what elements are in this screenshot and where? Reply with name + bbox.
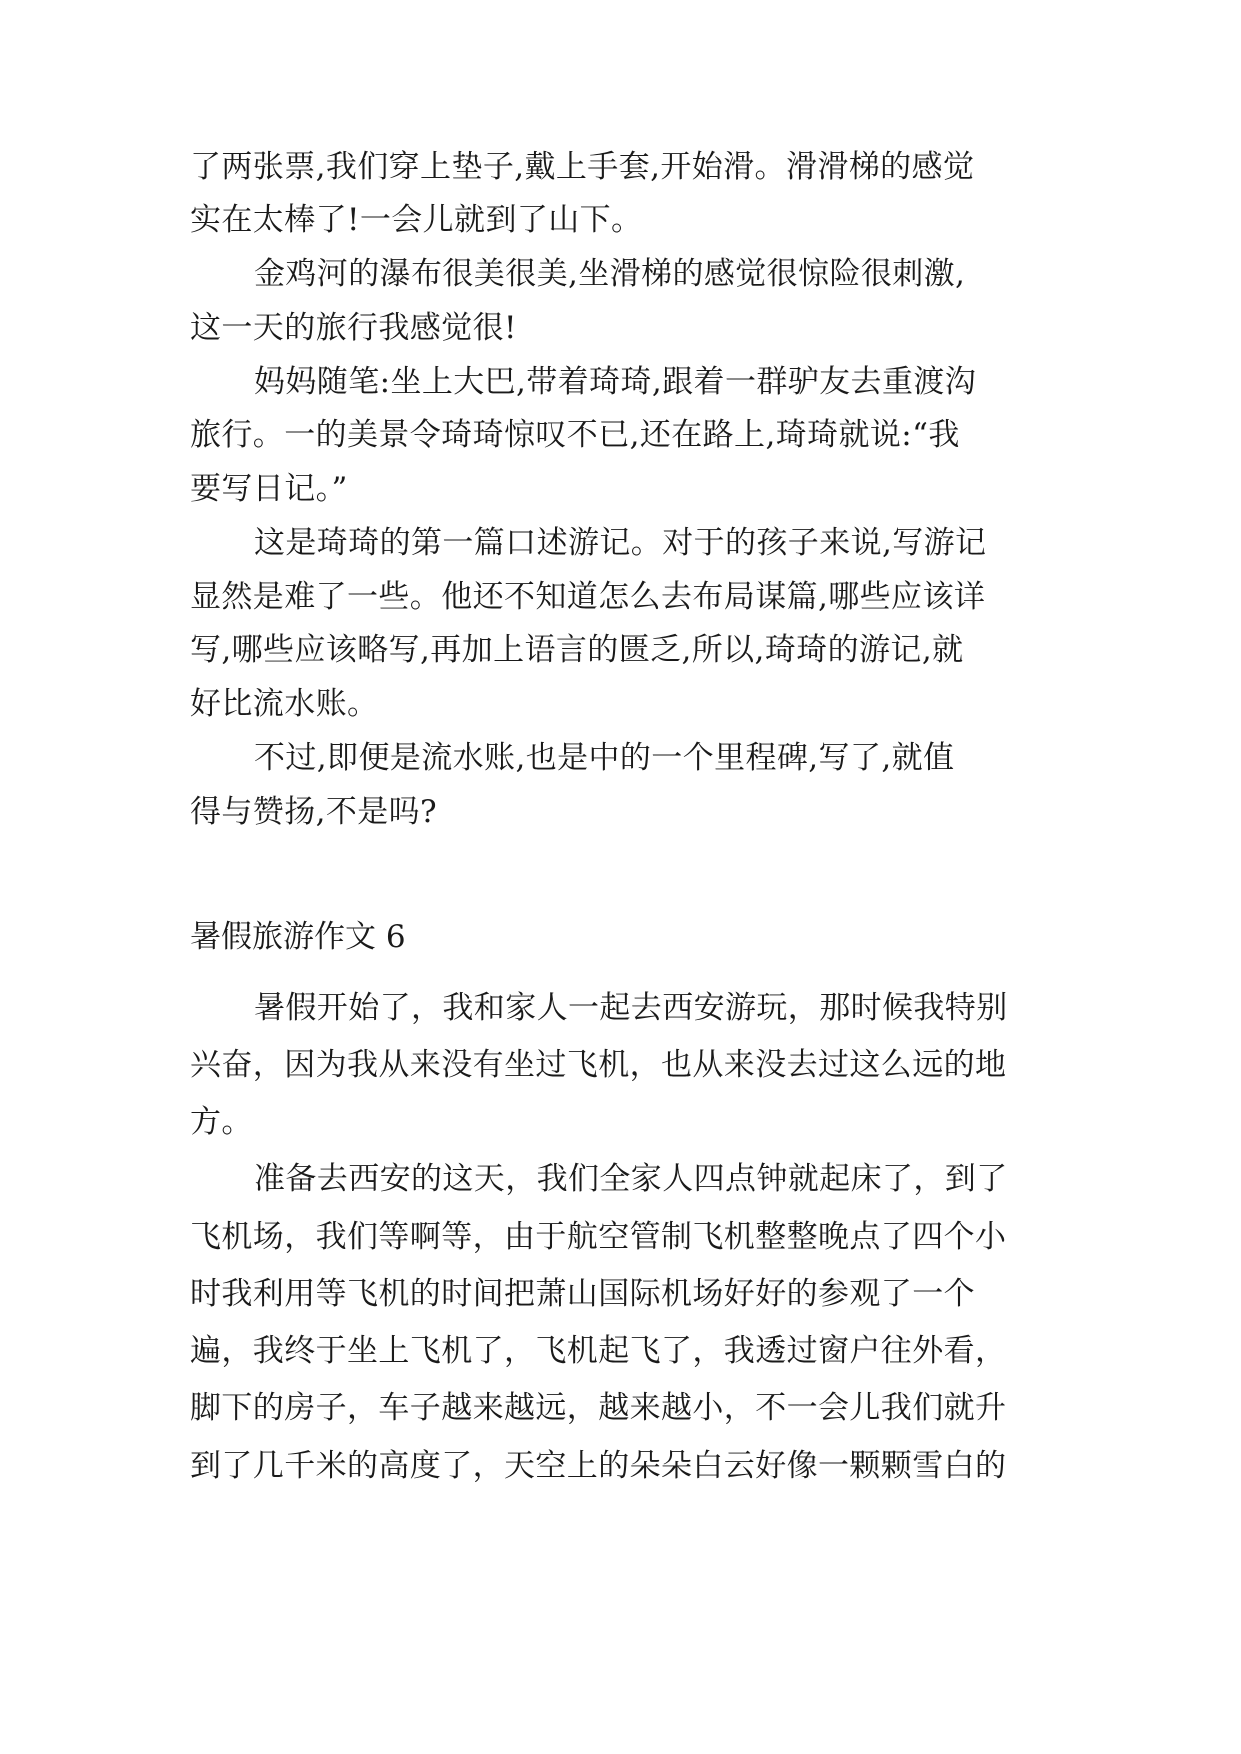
text-line: 实在太棒了!一会儿就到了山下。 [190,202,643,238]
text-line: 旅行。一的美景令琦琦惊叹不已,还在路上,琦琦就说:“我 [190,417,960,453]
text-line: 这是琦琦的第一篇口述游记。对于的孩子来说,写游记 [254,525,987,561]
text-line: 方。 [190,1104,253,1140]
text-line: 到了几千米的高度了，天空上的朵朵白云好像一颗颗雪白的 [190,1448,1007,1484]
text-line: 兴奋，因为我从来没有坐过飞机，也从来没去过这么远的地 [190,1047,1007,1083]
text-line: 遍，我终于坐上飞机了，飞机起飞了，我透过窗户往外看， [190,1333,1007,1369]
text-line: 妈妈随笔:坐上大巴,带着琦琦,跟着一群驴友去重渡沟 [254,364,977,400]
text-line: 得与赞扬,不是吗? [190,794,438,830]
text-line: 飞机场，我们等啊等，由于航空管制飞机整整晚点了四个小 [190,1219,1007,1255]
text-line: 脚下的房子，车子越来越远，越来越小，不一会儿我们就升 [190,1390,1007,1426]
text-line: 了两张票,我们穿上垫子,戴上手套,开始滑。滑滑梯的感觉 [190,149,975,185]
essay-title: 暑假旅游作文 6 [190,919,406,955]
text-line: 暑假开始了，我和家人一起去西安游玩，那时候我特别 [254,990,1008,1026]
text-line: 这一天的旅行我感觉很! [190,310,517,346]
text-line: 写,哪些应该略写,再加上语言的匮乏,所以,琦琦的游记,就 [190,632,964,668]
text-line: 好比流水账。 [190,686,379,722]
text-line: 准备去西安的这天，我们全家人四点钟就起床了，到了 [254,1161,1008,1197]
text-line: 金鸡河的瀑布很美很美,坐滑梯的感觉很惊险很刺激, [254,256,966,292]
text-line: 显然是难了一些。他还不知道怎么去布局谋篇,哪些应该详 [190,579,986,615]
text-line: 要写日记。” [190,471,348,507]
text-line: 不过,即便是流水账,也是中的一个里程碑,写了,就值 [254,740,955,776]
text-line: 时我利用等飞机的时间把萧山国际机场好好的参观了一个 [190,1276,975,1312]
